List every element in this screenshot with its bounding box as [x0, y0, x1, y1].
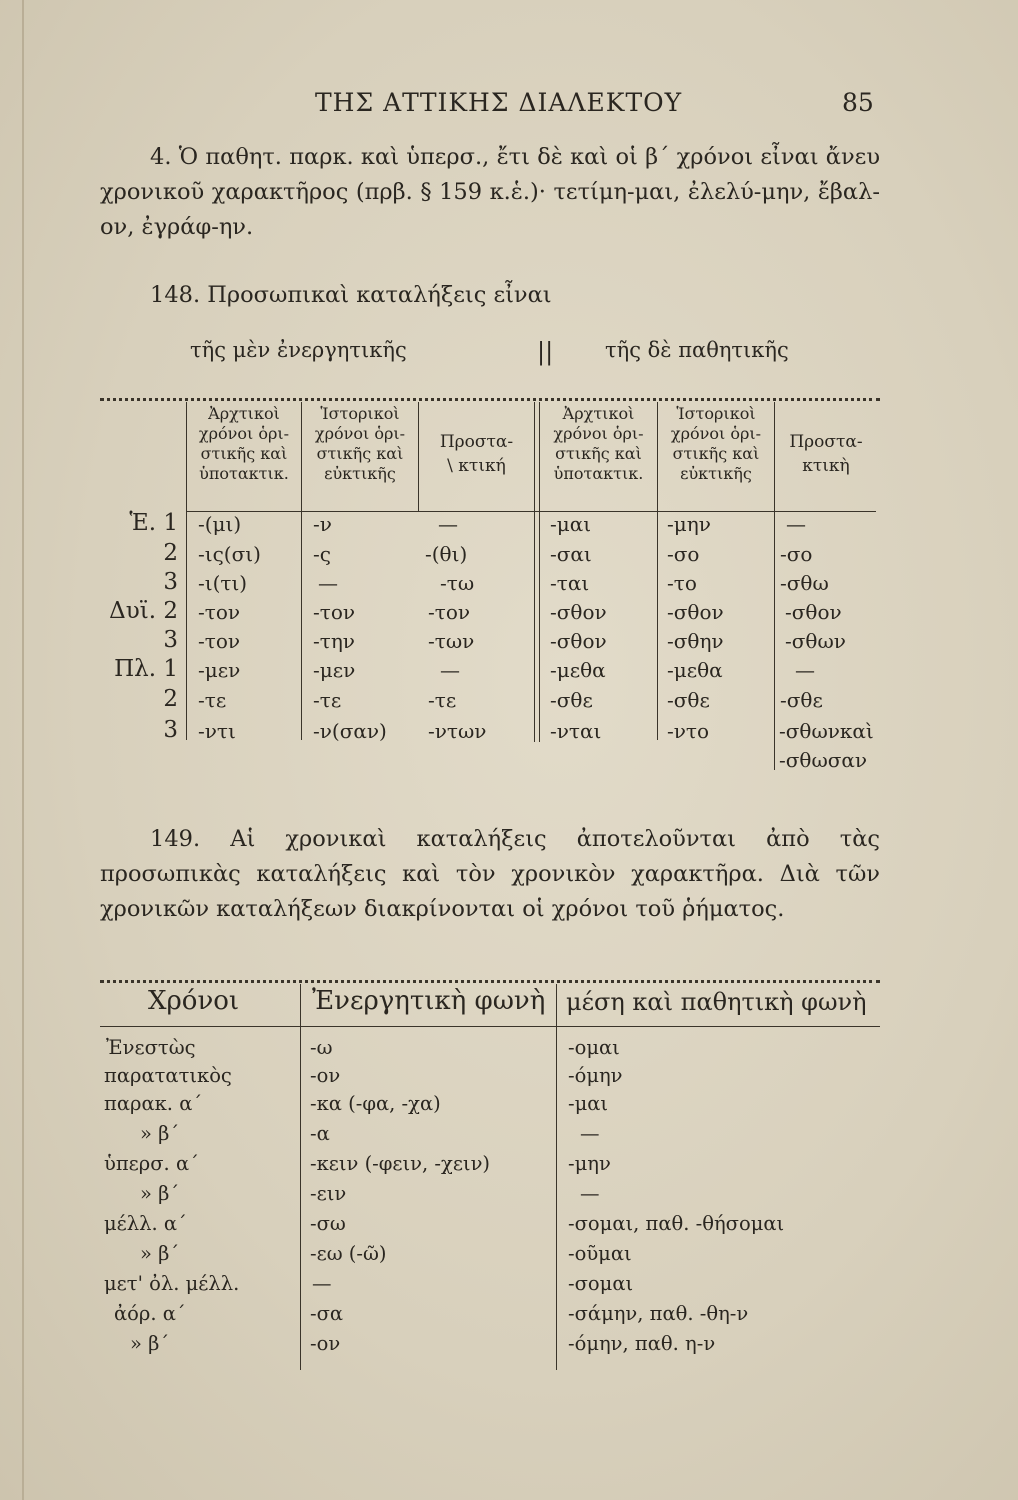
active-ending: -ω [310, 1036, 333, 1059]
table1-col-border [418, 402, 419, 512]
tense-name: παρακ. α΄ [104, 1092, 203, 1115]
table1-col-border [657, 402, 658, 740]
table1-col-border [774, 402, 775, 770]
table1-column-header: Ἀρχτικοὶ χρόνοι ὁρι- στικῆς καὶ ὑποτακτικ. [553, 404, 644, 483]
ending-cell: -ν [313, 512, 332, 536]
active-ending: — [312, 1272, 332, 1295]
tense-name: μέλλ. α΄ [104, 1212, 187, 1235]
ending-cell: — [786, 512, 806, 536]
active-ending: -σα [310, 1302, 344, 1325]
ending-cell: -μαι [550, 512, 592, 536]
ending-cell: -σθε [780, 688, 823, 712]
tense-name: » β΄ [140, 1242, 180, 1265]
person-label: Ἑ. 1 [129, 510, 178, 536]
paragraph-148: 148. Προσωπικαὶ καταλήξεις εἶναι [150, 282, 552, 308]
ending-cell: -ις(σι) [198, 542, 261, 566]
ending-cell: -την [313, 629, 355, 653]
ending-cell: -μεν [198, 658, 241, 682]
person-label: Δυϊ. 2 [109, 598, 178, 624]
person-label: 3 [163, 569, 178, 595]
middle-passive-ending: -ομαι [568, 1036, 620, 1059]
ending-cell: -σθω [780, 571, 829, 595]
ending-cell: -τον [198, 629, 241, 653]
ending-cell: -μην [667, 512, 711, 536]
ending-cell: -σο [780, 542, 813, 566]
passive-voice-heading: τῆς δὲ παθητικῆς [605, 338, 789, 362]
ending-cell: -ς [313, 542, 331, 566]
ending-cell: -τον [428, 600, 471, 624]
ending-cell: -ντι [198, 719, 236, 743]
active-ending: -ειν [310, 1182, 347, 1205]
table1-column-header: Προστα- κτικὴ [789, 432, 863, 476]
table1-column-header: Ἀρχτικοὶ χρόνοι ὁρι- στικῆς καὶ ὑποτακτικ. [198, 404, 290, 483]
table1-col-border [301, 402, 302, 740]
table1-voice-divider-line [534, 402, 535, 742]
ending-cell: -τε [313, 688, 342, 712]
tense-name: » β΄ [140, 1122, 180, 1145]
ending-cell: -μεθα [550, 658, 606, 682]
table1-column-header: Ἱστορικοὶ χρόνοι ὁρι- στικῆς καὶ εὐκτικῆς [314, 404, 406, 483]
ending-cell: -σθην [667, 629, 724, 653]
person-label: 2 [163, 686, 178, 712]
ending-cell: -ι(τι) [198, 571, 248, 595]
ending-cell: -μεθα [667, 658, 723, 682]
running-header [0, 88, 1018, 118]
tense-name: » β΄ [140, 1182, 180, 1205]
middle-passive-ending: -όμην [568, 1064, 623, 1087]
person-label: 2 [163, 540, 178, 566]
ending-cell: -σθον [785, 600, 842, 624]
table2-header-active: Ἐνεργητικὴ φωνὴ [312, 986, 546, 1016]
person-label: 3 [163, 717, 178, 743]
ending-cell: -σθων [785, 629, 846, 653]
ending-cell: -σθωνκαὶ [779, 719, 874, 743]
voice-headings [100, 338, 880, 370]
paragraph-4: 4. Ὁ παθητ. παρκ. καὶ ὑπερσ., ἔτι δὲ καὶ οἱ β΄ χρόνοι εἶναι ἄνευ χρονικοῦ χαρακτῆρος (πρβ. § 159 κ.ἑ.)· τετίμη-μαι, ἐλελύ-μην, ἔβαλ-ον, ἐγράφ-ην. [100, 144, 880, 240]
active-ending: -α [310, 1122, 330, 1145]
person-label: 3 [163, 627, 178, 653]
table1-col-border [186, 402, 187, 740]
middle-passive-ending: -όμην, παθ. η-ν [568, 1332, 716, 1355]
ending-cell: -σθε [667, 688, 710, 712]
table2-col-border [556, 984, 557, 1370]
ending-cell: — [440, 658, 460, 682]
middle-passive-ending: -σομαι, παθ. -θήσομαι [568, 1212, 785, 1235]
ending-cell: -τον [198, 600, 241, 624]
ending-cell: — [795, 658, 815, 682]
middle-passive-ending: — [580, 1182, 600, 1205]
active-ending: -σω [310, 1212, 346, 1235]
tense-name: μετ' ὀλ. μέλλ. [104, 1272, 240, 1295]
middle-passive-ending: -οῦμαι [568, 1242, 632, 1265]
middle-passive-ending: -μην [568, 1152, 611, 1175]
ending-cell: -τω [440, 571, 475, 595]
active-ending: -κειν (-φειν, -χειν) [310, 1152, 491, 1175]
middle-passive-ending: -σομαι [568, 1272, 634, 1295]
ending-cell: -σθον [550, 629, 607, 653]
ending-cell: -σθον [550, 600, 607, 624]
active-voice-heading: τῆς μὲν ἐνεργητικῆς [190, 338, 407, 362]
table1-top-rule [100, 398, 880, 401]
tense-name: ὑπερσ. α΄ [104, 1152, 199, 1175]
binding-gutter [22, 0, 24, 1500]
ending-cell: -το [667, 571, 697, 595]
paragraph-149: 149. Αἱ χρονικαὶ καταλήξεις ἀποτελοῦνται ἀπὸ τὰς προσωπικὰς καταλήξεις καὶ τὸν χρονικὸν χαρακτῆρα. Διὰ τῶν χρονικῶν καταλήξεων διακρίνονται οἱ χρόνοι τοῦ ῥήματος. [100, 826, 880, 922]
tense-name: ἀόρ. α΄ [114, 1302, 186, 1325]
ending-cell: -τον [313, 600, 356, 624]
header-title: ΤΗΣ ΑΤΤΙΚΗΣ ΔΙΑΛΕΚΤΟΥ [315, 88, 683, 117]
active-ending: -κα (-φα, -χα) [310, 1092, 441, 1115]
table1-column-header: Προστα- \ κτική [439, 432, 514, 476]
ending-cell: -τε [198, 688, 227, 712]
table2-top-rule [100, 980, 880, 983]
active-ending: -ον [310, 1332, 341, 1355]
ending-cell: — [438, 512, 458, 536]
table1-column-header: Ἱστορικοὶ χρόνοι ὁρι- στικῆς καὶ εὐκτικῆς [670, 404, 762, 483]
ending-cell: -μεν [313, 658, 356, 682]
active-ending: -ον [310, 1064, 341, 1087]
middle-passive-ending: — [580, 1122, 600, 1145]
ending-cell: -τε [428, 688, 457, 712]
ending-cell: -σθον [667, 600, 724, 624]
ending-cell: -νται [550, 719, 602, 743]
tense-name: παρατατικὸς [104, 1064, 232, 1087]
ending-cell: -ντων [428, 719, 487, 743]
ending-cell-continuation: -σθωσαν [779, 748, 868, 772]
table2-header-tenses: Χρόνοι [148, 986, 240, 1016]
page-number: 85 [842, 88, 874, 117]
voice-divider: || [537, 338, 554, 366]
ending-cell: — [318, 571, 338, 595]
table1-header-rule [186, 511, 876, 512]
tense-name: Ἐνεστὼς [106, 1036, 196, 1059]
ending-cell: -ν(σαν) [313, 719, 387, 743]
ending-cell: -σο [667, 542, 700, 566]
active-ending: -εω (-ῶ) [310, 1242, 387, 1265]
table2-header-middle-passive: μέση καὶ παθητικὴ φωνὴ [566, 988, 867, 1016]
ending-cell: -(θι) [425, 542, 468, 566]
ending-cell: -των [428, 629, 475, 653]
ending-cell: -σαι [550, 542, 592, 566]
table2-col-border [300, 984, 301, 1370]
ending-cell: -ται [550, 571, 590, 595]
middle-passive-ending: -μαι [568, 1092, 609, 1115]
tense-name: » β΄ [130, 1332, 170, 1355]
person-label: Πλ. 1 [114, 656, 178, 682]
ending-cell: -σθε [550, 688, 593, 712]
ending-cell: -(μι) [198, 512, 242, 536]
ending-cell: -ντο [667, 719, 710, 743]
table2-header-rule [100, 1026, 880, 1027]
table1-voice-divider-line [539, 402, 540, 742]
middle-passive-ending: -σάμην, παθ. -θη-ν [568, 1302, 749, 1325]
